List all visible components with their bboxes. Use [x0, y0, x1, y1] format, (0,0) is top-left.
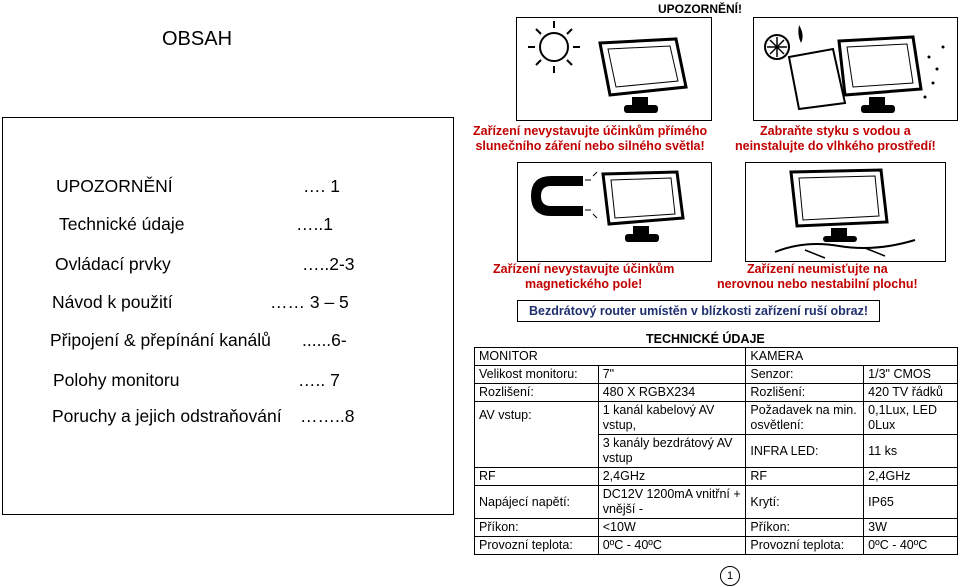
table-row [475, 348, 958, 366]
water-warning-caption [735, 124, 936, 154]
toc-item-label: Technické údaje [59, 214, 185, 234]
router-warning: Bezdrátový router umístěn v blízkosti zařízení ruší obraz! [517, 300, 880, 322]
water-monitor-icon [753, 17, 958, 121]
surface-monitor-icon [745, 162, 946, 262]
table-cell: RF [475, 468, 599, 486]
table-cell: 3 kanály bezdrátový AV vstup [598, 435, 746, 468]
table-cell: <10W [598, 519, 746, 537]
toc-item-label: UPOZORNĚNÍ [56, 176, 173, 196]
toc-item-page: …..1 [296, 214, 333, 234]
table-cell: 1/3" CMOS [864, 366, 958, 384]
table-cell: Provozní teplota: [746, 537, 864, 555]
table-cell: 2,4GHz [598, 468, 746, 486]
toc-item-label: Ovládací prvky [55, 254, 171, 274]
table-cell: Rozlišení: [475, 384, 599, 402]
specs-table [474, 347, 958, 555]
toc-item-label: Polohy monitoru [53, 370, 180, 390]
table-cell: 7" [598, 366, 746, 384]
toc-title: OBSAH [162, 28, 233, 50]
table-cell: INFRA LED: [746, 435, 864, 468]
table-cell: IP65 [864, 486, 958, 519]
toc-item-page: ……..8 [300, 406, 355, 426]
magnet-caption-line: magnetického pole! [524, 277, 643, 291]
table-row [475, 468, 958, 486]
toc-item-page: ….. 7 [298, 370, 340, 390]
table-cell: Provozní teplota: [475, 537, 599, 555]
table-cell: 1 kanál kabelový AV vstup, [598, 402, 746, 435]
table-cell: 11 ks [864, 435, 958, 468]
table-row [475, 519, 958, 537]
table-row [475, 366, 958, 384]
table-cell: AV vstup: [475, 402, 599, 468]
toc-item-page: ......6- [302, 330, 347, 350]
table-cell: Požadavek na min. osvětlení: [746, 402, 864, 435]
table-cell: 420 TV řádků [864, 384, 958, 402]
table-cell: 0ºC - 40ºC [864, 537, 958, 555]
table-cell: Senzor: [746, 366, 864, 384]
surface-caption-line: Zařízení neumisťujte na [746, 262, 888, 276]
table-cell: Rozlišení: [746, 384, 864, 402]
table-row [475, 384, 958, 402]
table-cell: Velikost monitoru: [475, 366, 599, 384]
warnings-title: UPOZORNĚNÍ! [658, 2, 742, 16]
toc-item-page: …… 3 – 5 [270, 292, 349, 312]
magnet-warning-caption [493, 262, 674, 292]
toc-item-label: Poruchy a jejich odstraňování [52, 406, 282, 426]
table-cell: Příkon: [746, 519, 864, 537]
sun-monitor-icon [516, 17, 712, 121]
table-cell: 0,1Lux, LED 0Lux [864, 402, 958, 435]
table-cell: RF [746, 468, 864, 486]
surface-caption-line: nerovnou nebo nestabilní plochu! [717, 277, 918, 291]
toc-box [2, 117, 454, 515]
specs-title: TECHNICKÉ ÚDAJE [646, 332, 765, 346]
water-caption-line: neinstalujte do vlhkého prostředí! [735, 139, 936, 153]
camera-header: KAMERA [746, 348, 958, 366]
magnet-caption-line: Zařízení nevystavujte účinkům [493, 262, 675, 276]
table-row [475, 537, 958, 555]
table-cell: 2,4GHz [864, 468, 958, 486]
toc-item-page: …. 1 [303, 176, 340, 196]
table-cell: Krytí: [746, 486, 864, 519]
table-cell: DC12V 1200mA vnitřní + vnější - [598, 486, 746, 519]
table-cell: 3W [864, 519, 958, 537]
water-caption-line: Zabraňte styku s vodou a [760, 124, 911, 138]
monitor-header: MONITOR [475, 348, 746, 366]
toc-item-page: …..2-3 [302, 254, 355, 274]
table-cell: 0ºC - 40ºC [598, 537, 746, 555]
table-cell: 480 X RGBX234 [598, 384, 746, 402]
toc-item-label: Návod k použití [52, 292, 173, 312]
table-row [475, 486, 958, 519]
toc-item-label: Připojení & přepínání kanálů [50, 330, 271, 350]
sun-caption-line: slunečního záření nebo silného světla! [475, 139, 705, 153]
magnet-monitor-icon [517, 162, 712, 262]
sun-caption-line: Zařízení nevystavujte účinkům přímého [473, 124, 708, 138]
table-row [475, 402, 958, 435]
surface-warning-caption [717, 262, 918, 292]
table-cell: Příkon: [475, 519, 599, 537]
page-number: 1 [720, 566, 740, 586]
table-cell: Napájecí napětí: [475, 486, 599, 519]
sun-warning-caption [473, 124, 707, 154]
